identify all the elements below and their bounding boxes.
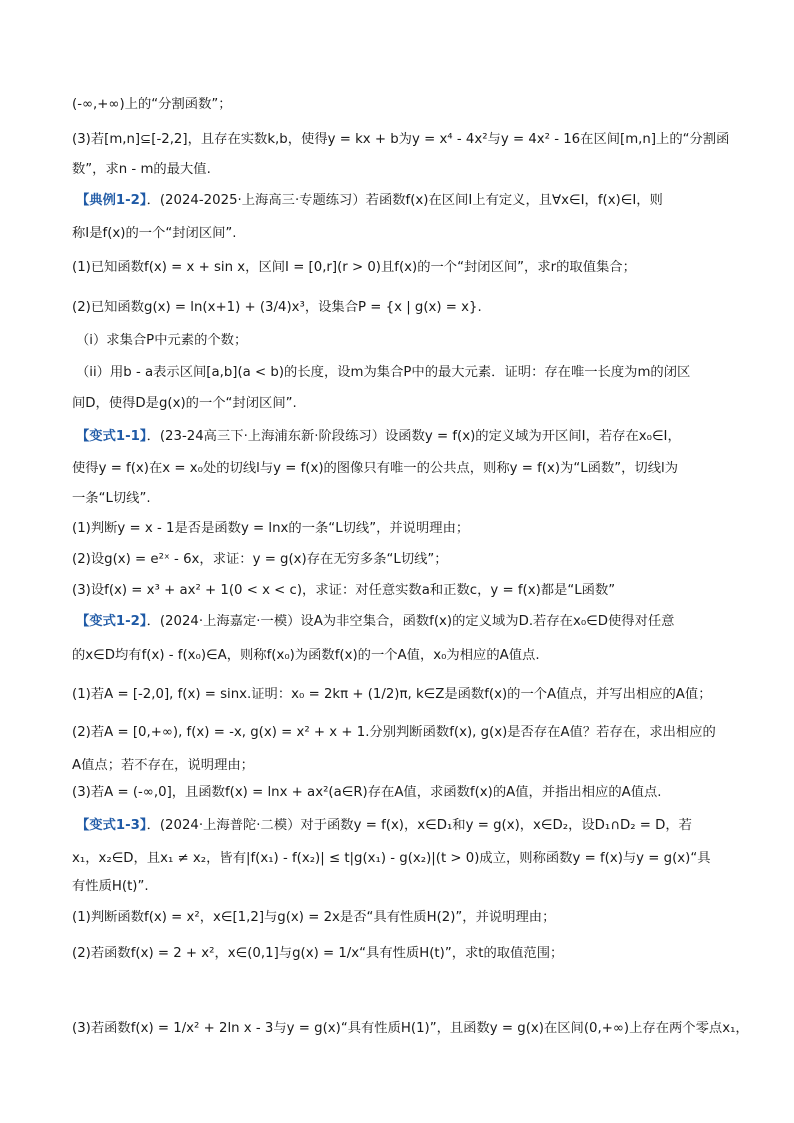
variant-heading: 【变式1-3】．(2024·上海普陀·二模）对于函数y = f(x)，x∈D₁和y = g(x)，x∈D₂，设D₁∩D₂ = D，若 [76, 818, 692, 833]
variant-heading: 【变式1-2】．(2024·上海嘉定·一模）设A为非空集合，函数f(x)的定义域为D.若存在x₀∈D使得对任意 [76, 614, 675, 629]
text-line: (1)若A = [-2,0], f(x) = sinx.证明：x₀ = 2kπ + (1/2)π, k∈Z是函数f(x)的一个A值点，并写出相应的A值； [72, 687, 712, 702]
text-line: A值点；若不存在，说明理由； [72, 758, 254, 773]
example-tag: 【典例1-2】 [76, 193, 147, 208]
variant-tag: 【变式1-2】 [76, 614, 147, 629]
text-line: (2)若函数f(x) = 2 + x²，x∈(0,1]与g(x) = 1/x“具有性质H(t)”，求t的取值范围； [72, 946, 564, 961]
example-heading: 【典例1-2】．(2024-2025·上海高三·专题练习）若函数f(x)在区间I上有定义，且∀x∈I，f(x)∈I，则 [76, 193, 663, 208]
text-line: (1)已知函数f(x) = x + sin x，区间I = [0,r](r > 0)且f(x)的一个“封闭区间”，求r的取值集合； [72, 260, 636, 275]
text-line: x₁，x₂∈D，且x₁ ≠ x₂，皆有|f(x₁) - f(x₂)| ≤ t|g(x₁) - g(x₂)|(t > 0)成立，则称函数y = f(x)与y = g(x)“具 [72, 851, 711, 866]
text-line: （i）求集合P中元素的个数； [76, 333, 248, 348]
text-line: 有性质H(t)”. [72, 879, 149, 894]
text-line: (3)设f(x) = x³ + ax² + 1(0 < x < c)，求证：对任意实数a和正数c，y = f(x)都是“L函数” [72, 583, 616, 598]
text-line: 数”，求n - m的最大值. [72, 162, 211, 177]
text-line: (2)设g(x) = e²ˣ - 6x，求证：y = g(x)存在无穷多条“L切线”； [72, 552, 448, 567]
text-line: (1)判断函数f(x) = x²，x∈[1,2]与g(x) = 2x是否“具有性质H(2)”，并说明理由； [72, 910, 556, 925]
text-line: 间D，使得D是g(x)的一个“封闭区间”. [72, 396, 297, 411]
text-line: (2)若A = [0,+∞), f(x) = -x, g(x) = x² + x + 1.分别判断函数f(x), g(x)是否存在A值？若存在，求出相应的 [72, 725, 716, 740]
variant-tag: 【变式1-1】 [76, 429, 147, 444]
text-line: (-∞,+∞)上的“分割函数”； [72, 97, 232, 112]
text-line: 称I是f(x)的一个“封闭区间”. [72, 226, 237, 241]
text-line: (2)已知函数g(x) = ln(x+1) + (3/4)x³，设集合P = {x | g(x) = x}. [72, 300, 482, 315]
text-line: (3)若A = (-∞,0]，且函数f(x) = lnx + ax²(a∈R)存在A值，求函数f(x)的A值，并指出相应的A值点. [72, 785, 662, 800]
variant-tag: 【变式1-3】 [76, 818, 147, 833]
text-line: (1)判断y = x - 1是否是函数y = lnx的一条“L切线”，并说明理由； [72, 521, 470, 536]
text-line: 的x∈D均有f(x) - f(x₀)∈A，则称f(x₀)为函数f(x)的一个A值，x₀为相应的A值点. [72, 648, 540, 663]
variant-heading: 【变式1-1】．(23-24高三下·上海浦东新·阶段练习）设函数y = f(x)的定义域为开区间I，若存在x₀∈I， [76, 429, 681, 444]
text-line: （ii）用b - a表示区间[a,b](a < b)的长度，设m为集合P中的最大元素．证明：存在唯一长度为m的闭区 [76, 365, 691, 380]
text-line: 使得y = f(x)在x = x₀处的切线l与y = f(x)的图像只有唯一的公共点，则称y = f(x)为“L函数”，切线l为 [72, 461, 679, 476]
text-line: (3)若函数f(x) = 1/x² + 2ln x - 3与y = g(x)“具有性质H(1)”，且函数y = g(x)在区间(0,+∞)上存在两个零点x₁， [72, 1021, 749, 1036]
text-line: (3)若[m,n]⊆[-2,2]，且存在实数k,b，使得y = kx + b为y = x⁴ - 4x²与y = 4x² - 16在区间[m,n]上的“分割函 [72, 132, 730, 147]
text-line: 一条“L切线”. [72, 491, 151, 506]
